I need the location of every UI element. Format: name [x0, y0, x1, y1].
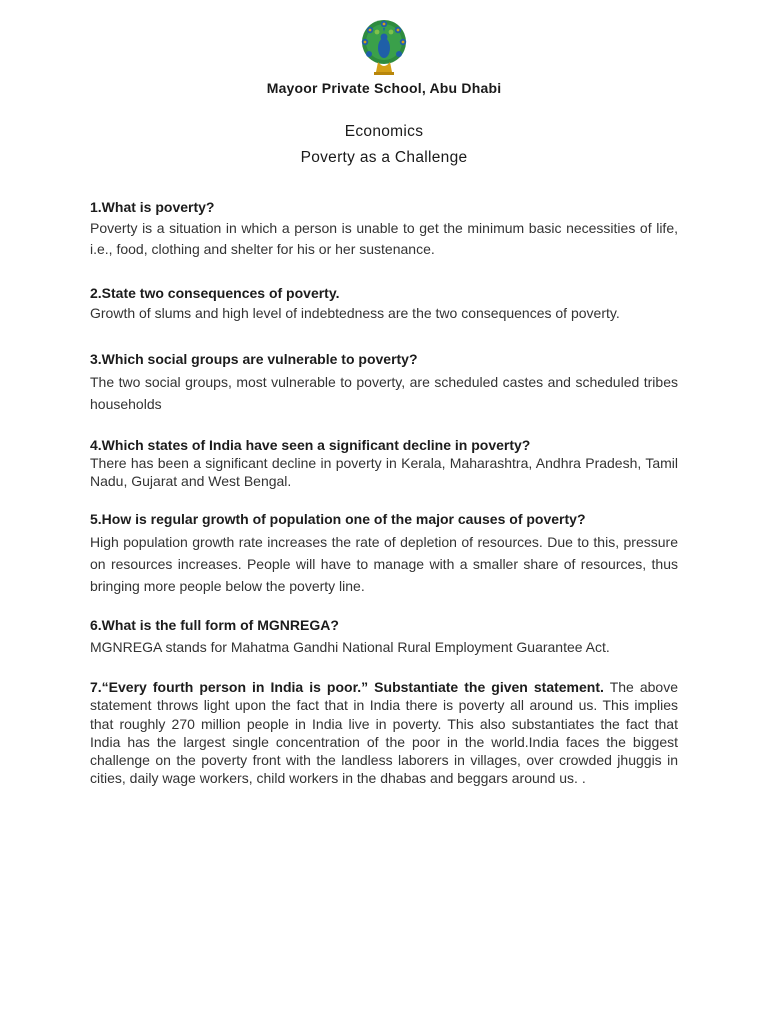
- chapter-title: Poverty as a Challenge: [300, 149, 468, 166]
- question-6: 6.What is the full form of MGNREGA?: [90, 617, 339, 633]
- answer-4: There has been a significant decline in poverty in Kerala, Maharashtra, Andhra Pradesh, Tamil Nadu, Gujarat and West Bengal.: [90, 455, 678, 490]
- qa-item-6: [90, 616, 678, 658]
- peacock-logo-icon: [358, 18, 410, 78]
- qa-item-5: [90, 510, 678, 597]
- question-5: 5.How is regular growth of population one of the major causes of poverty?: [90, 511, 586, 527]
- answer-5: High population growth rate increases the rate of depletion of resources. Due to this, pressure on resources increases. People will have to manage with a smaller share of resources, thus bringing more people below the poverty line.: [90, 534, 678, 594]
- answer-6: MGNREGA stands for Mahatma Gandhi National Rural Employment Guarantee Act.: [90, 639, 610, 655]
- school-name: Mayoor Private School, Abu Dhabi: [266, 80, 502, 96]
- qa-item-1: [90, 198, 678, 260]
- question-4: 4.Which states of India have seen a significant decline in poverty?: [90, 437, 531, 453]
- page-header: [0, 18, 768, 78]
- question-2: 2.State two consequences of poverty.: [90, 285, 340, 301]
- answer-3: The two social groups, most vulnerable to poverty, are scheduled castes and scheduled tribes households: [90, 374, 678, 412]
- answer-7: The above statement throws light upon the fact that in India there is poverty all around us. This implies that roughly 270 million people in India live in poverty. This also substantiates the fact that India has the largest single concentration of the poor in the world.India faces the biggest challenge on the poverty front with the landless laborers in villages, over crowded jhuggis in cities, daily wage workers, child workers in the dhabas and beggars around us. .: [90, 679, 678, 787]
- answer-2: Growth of slums and high level of indebtedness are the two consequences of poverty.: [90, 305, 620, 321]
- qa-item-3: [90, 350, 678, 415]
- qa-item-2: [90, 284, 678, 324]
- subject-title: Economics: [344, 123, 424, 140]
- qa-item-4: [90, 436, 678, 491]
- qa-item-7: [90, 678, 678, 788]
- question-1: 1.What is poverty?: [90, 199, 215, 215]
- question-7: 7.“Every fourth person in India is poor.” Substantiate the given statement.: [90, 679, 604, 695]
- question-3: 3.Which social groups are vulnerable to poverty?: [90, 351, 418, 367]
- answer-1: Poverty is a situation in which a person is unable to get the minimum basic necessities of life, i.e., food, clothing and shelter for his or her sustenance.: [90, 220, 678, 257]
- answer-7-paragraph: [90, 678, 678, 788]
